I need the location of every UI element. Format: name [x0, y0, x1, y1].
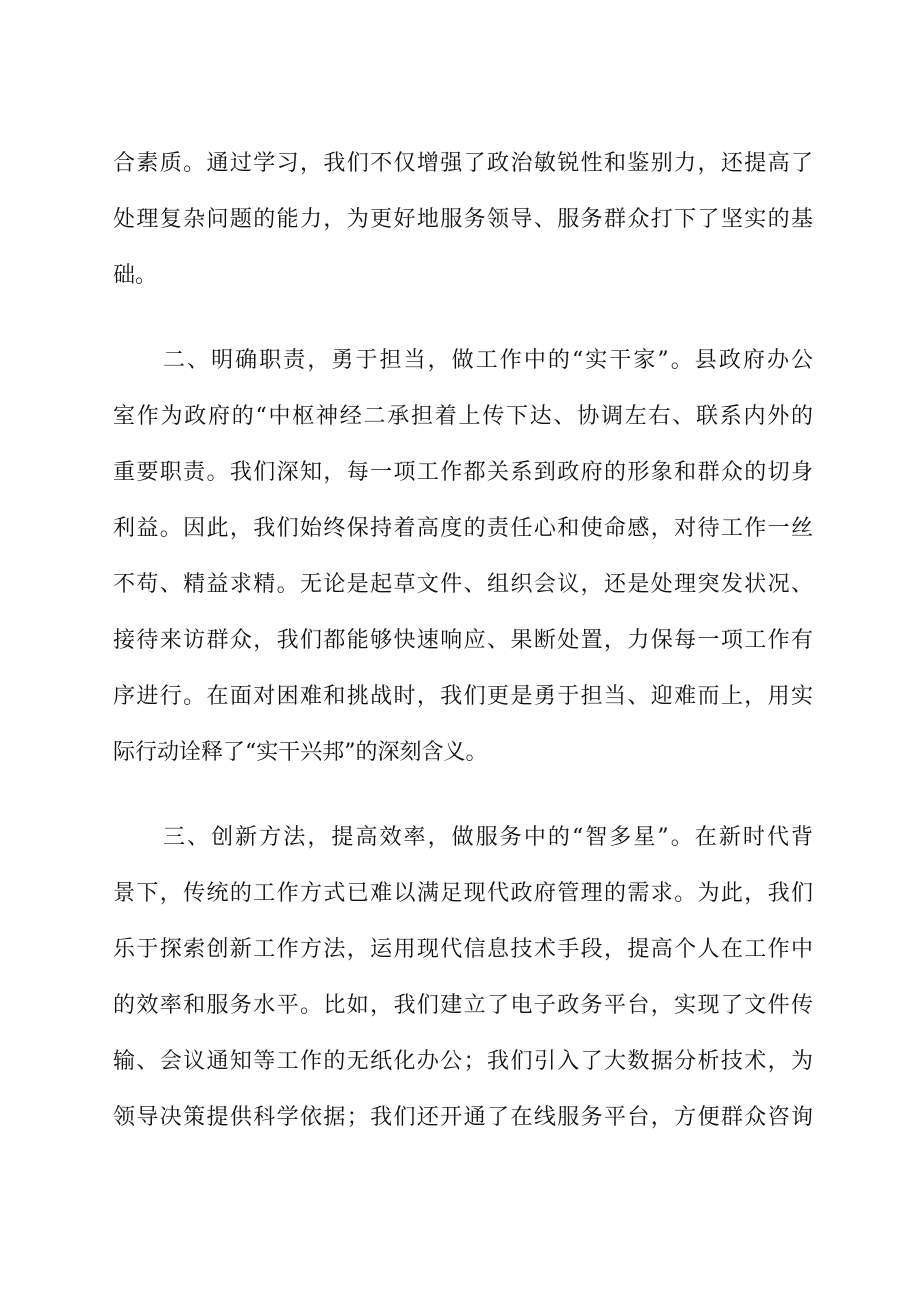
paragraph-3-line-5: 输、会议通知等工作的无纸化办公；我们引入了大数据分析技术，为 — [113, 1049, 813, 1074]
paragraph-2-line-2: 室作为政府的“中枢神经二承担着上传下达、协调左右、联系内外的 — [113, 404, 813, 429]
paragraph-2-line-7: 序进行。在面对困难和挑战时，我们更是勇于担当、迎难而上，用实 — [113, 684, 813, 709]
paragraph-1-line-3: 础。 — [113, 263, 158, 288]
paragraph-3-line-3: 乐于探索创新工作方法，运用现代信息技术手段，提高个人在工作中 — [113, 937, 813, 962]
paragraph-2-line-1: 二、明确职责，勇于担当，做工作中的“实干家”。县政府办公 — [163, 348, 813, 373]
paragraph-1-line-1: 合素质。通过学习，我们不仅增强了政治敏锐性和鉴别力，还提高了 — [113, 151, 813, 176]
paragraph-2-line-4: 利益。因此，我们始终保持着高度的责任心和使命感，对待工作一丝 — [113, 516, 813, 541]
paragraph-3-line-2: 景下，传统的工作方式已难以满足现代政府管理的需求。为此，我们 — [113, 881, 813, 906]
paragraph-2-line-8: 际行动诠释了“实干兴邦”的深刻含义。 — [113, 740, 488, 765]
paragraph-3-line-4: 的效率和服务水平。比如，我们建立了电子政务平台，实现了文件传 — [113, 993, 813, 1018]
paragraph-2-line-5: 不苟、精益求精。无论是起草文件、组织会议，还是处理突发状况、 — [113, 572, 813, 597]
paragraph-3-line-1: 三、创新方法，提高效率，做服务中的“智多星”。在新时代背 — [163, 825, 813, 850]
paragraph-3-line-6: 领导决策提供科学依据；我们还开通了在线服务平台，方便群众咨询 — [113, 1105, 813, 1130]
paragraph-2-line-3: 重要职责。我们深知，每一项工作都关系到政府的形象和群众的切身 — [113, 460, 813, 485]
paragraph-1-line-2: 处理复杂问题的能力，为更好地服务领导、服务群众打下了坚实的基 — [113, 207, 813, 232]
paragraph-2-line-6: 接待来访群众，我们都能够快速响应、果断处置，力保每一项工作有 — [113, 628, 813, 653]
